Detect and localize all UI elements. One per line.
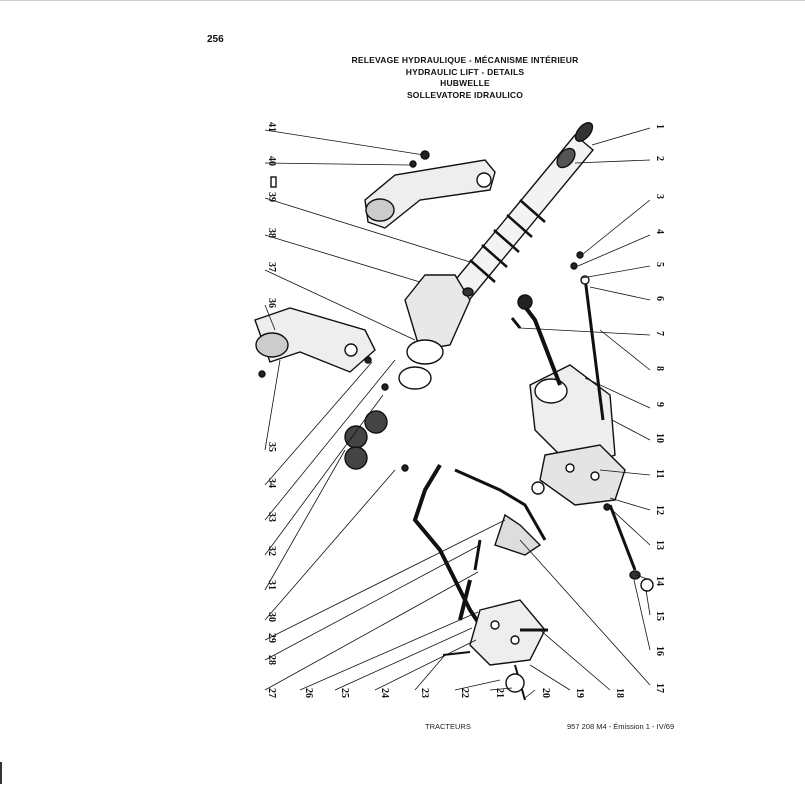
callout-33: 33 [266, 512, 277, 522]
callout-18: 18 [614, 688, 625, 698]
callout-34: 34 [266, 478, 277, 488]
callout-5: 5 [654, 262, 665, 267]
callout-14: 14 [654, 576, 665, 586]
callout-28: 28 [266, 655, 277, 665]
callout-24: 24 [379, 688, 390, 698]
callout-25: 25 [339, 688, 350, 698]
callout-27: 27 [266, 688, 277, 698]
lower-lift-arm [255, 308, 375, 377]
callout-10: 10 [654, 433, 665, 443]
callout-7: 7 [654, 331, 665, 336]
callout-22: 22 [459, 688, 470, 698]
bushings [345, 384, 408, 471]
callout-13: 13 [654, 540, 665, 550]
distributor-block [443, 600, 548, 700]
left-edge-mark [0, 762, 2, 784]
callout-41: 41 [266, 122, 277, 132]
callout-40: 40 [266, 156, 277, 166]
callout-30: 30 [266, 612, 277, 622]
callout-19: 19 [574, 688, 585, 698]
callout-12: 12 [654, 505, 665, 515]
callout-20: 20 [540, 688, 551, 698]
callout-11: 11 [654, 469, 665, 479]
callout-21: 21 [494, 688, 505, 698]
callout-23: 23 [419, 688, 430, 698]
lift-yoke [399, 275, 473, 389]
title-english: HYDRAULIC LIFT - DETAILS [405, 66, 525, 77]
upper-lift-arm [271, 151, 495, 228]
footer-left: TRACTEURS [425, 722, 471, 731]
callout-36: 36 [266, 298, 277, 308]
callout-32: 32 [266, 546, 277, 556]
callout-8: 8 [654, 366, 665, 371]
callout-15: 15 [654, 611, 665, 621]
page-number: 256 [207, 34, 224, 45]
callout-35: 35 [266, 442, 277, 452]
callout-6: 6 [654, 296, 665, 301]
callout-39: 39 [266, 192, 277, 202]
title-german: HUBWELLE [440, 78, 490, 88]
callout-26: 26 [303, 688, 314, 698]
callout-16: 16 [654, 646, 665, 656]
callout-17: 17 [654, 683, 665, 693]
callout-29: 29 [266, 633, 277, 643]
callout-38: 38 [266, 228, 277, 238]
title-italian: SOLLEVATORE IDRAULICO [406, 89, 524, 100]
valve-housing [512, 252, 625, 505]
callout-1: 1 [654, 124, 665, 129]
callout-37: 37 [266, 262, 277, 272]
callout-4: 4 [654, 229, 665, 234]
title-french: RELEVAGE HYDRAULIQUE - MÉCANISME INTÉRIEUR [351, 55, 579, 65]
footer-right: 957 208 M4 - Émission 1 - IV/69 [567, 722, 675, 731]
callout-3: 3 [654, 194, 665, 199]
adjustment-rod [604, 504, 653, 591]
callout-2: 2 [654, 156, 665, 161]
callout-31: 31 [266, 580, 277, 590]
callout-9: 9 [654, 402, 665, 407]
